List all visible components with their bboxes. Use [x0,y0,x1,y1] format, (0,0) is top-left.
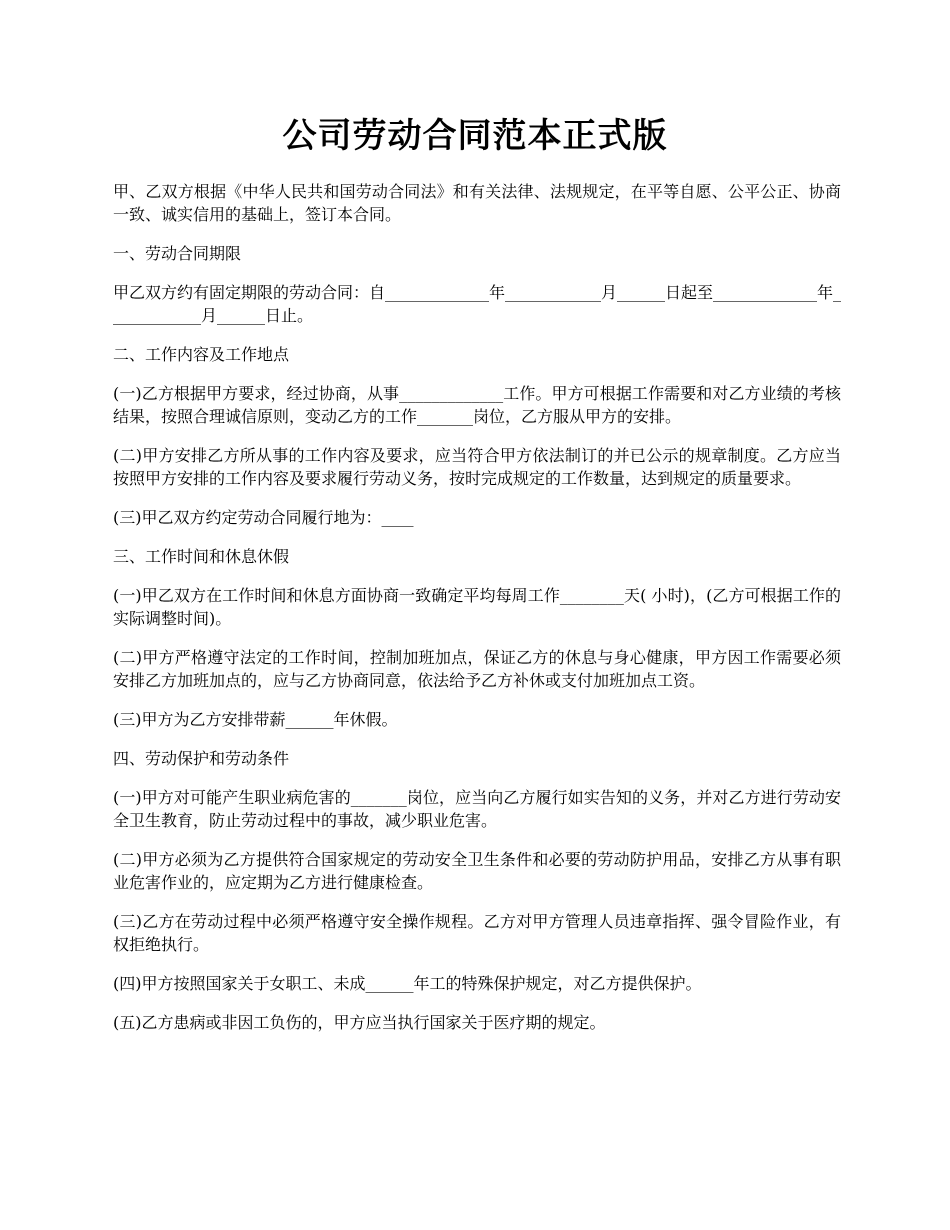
section-2-heading: 二、工作内容及工作地点 [113,345,290,364]
section-3-paragraph-2: (二)甲方严格遵守法定的工作时间，控制加班加点，保证乙方的休息与身心健康，甲方因工作需要必须安排乙方加班加点的，应与乙方协商同意，依法给予乙方补休或支付加班加点工资。 [113,648,841,690]
section-2-paragraph-3: (三)甲乙双方约定劳动合同履行地为：____ [113,508,414,527]
section-4-paragraph-2: (二)甲方必须为乙方提供符合国家规定的劳动安全卫生条件和必要的劳动防护用品，安排乙方从事有职业危害作业的，应定期为乙方进行健康检查。 [113,850,841,892]
section-4-heading: 四、劳动保护和劳动条件 [113,749,290,768]
section-3-paragraph-1: (一)甲乙双方在工作时间和休息方面协商一致确定平均每周工作________天( 小时)，(乙方可根据工作的实际调整时间)。 [113,586,841,628]
section-3-heading: 三、工作时间和休息休假 [113,547,290,566]
section-2-paragraph-2: (二)甲方安排乙方所从事的工作内容及要求，应当符合甲方依法制订的并已公示的规章制度。乙方应当按照甲方安排的工作内容及要求履行劳动义务，按时完成规定的工作数量，达到规定的质量要求。 [113,446,841,488]
section-4-paragraph-5: (五)乙方患病或非因工负伤的，甲方应当执行国家关于医疗期的规定。 [113,1013,606,1032]
document-title: 公司劳动合同范本正式版 [282,116,668,156]
section-1-paragraph-1: 甲乙双方约有固定期限的劳动合同：自_____________年____________月______日起至_____________年____________月______日止。 [113,283,842,325]
intro-paragraph: 甲、乙双方根据《中华人民共和国劳动合同法》和有关法律、法规规定，在平等自愿、公平公正、协商一致、诚实信用的基础上，签订本合同。 [113,182,841,224]
section-1-heading: 一、劳动合同期限 [113,244,242,263]
section-4-paragraph-3: (三)乙方在劳动过程中必须严格遵守安全操作规程。乙方对甲方管理人员违章指挥、强令冒险作业，有权拒绝执行。 [113,912,841,954]
section-4-paragraph-4: (四)甲方按照国家关于女职工、未成______年工的特殊保护规定，对乙方提供保护。 [113,974,702,993]
document-body [113,180,841,1050]
section-2-paragraph-1: (一)乙方根据甲方要求，经过协商，从事_____________工作。甲方可根据工作需要和对乙方业绩的考核结果，按照合理诚信原则，变动乙方的工作_______岗位，乙方服从甲方的安排。 [113,384,841,426]
section-4-paragraph-1: (一)甲方对可能产生职业病危害的_______岗位，应当向乙方履行如实告知的义务，并对乙方进行劳动安全卫生教育，防止劳动过程中的事故，减少职业危害。 [113,788,841,830]
section-3-paragraph-3: (三)甲方为乙方安排带薪______年休假。 [113,710,398,729]
